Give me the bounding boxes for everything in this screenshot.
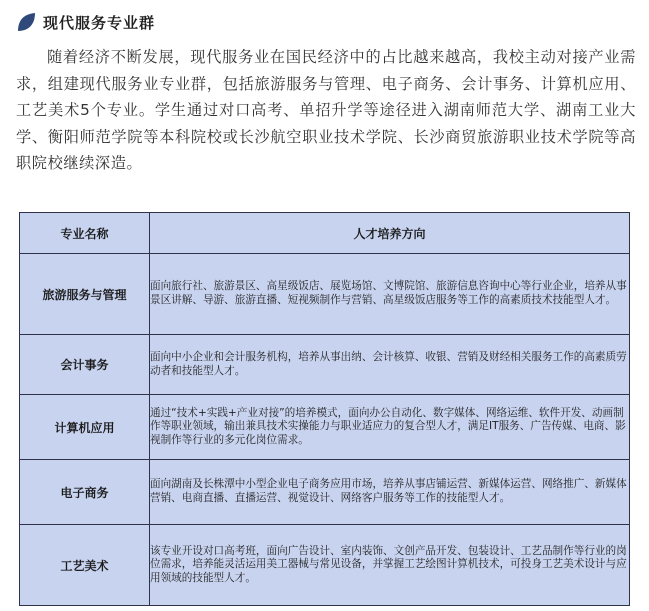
leaf-bullet-icon: [16, 12, 36, 32]
program-name: 计算机应用: [20, 395, 150, 460]
table-row: [20, 335, 630, 395]
program-name: 会计事务: [20, 335, 150, 395]
section-title: 现代服务专业群: [43, 13, 156, 32]
programs-table: [19, 212, 630, 606]
program-description: 面向中小企业和会计服务机构，培养从事出纳、会计核算、收银、营销及财经相关服务工作的高素质劳动者和技能型人才。: [150, 335, 630, 395]
column-header-name: 专业名称: [20, 213, 150, 254]
table-header-row: [20, 213, 630, 254]
table-row: [20, 525, 630, 606]
table-row: [20, 254, 630, 335]
section-heading: [16, 11, 155, 33]
table-row: [20, 460, 630, 525]
program-description: 该专业开设对口高考班，面向广告设计、室内装饰、文创产品开发、包装设计、工艺品制作等行业的岗位需求，培养能灵活运用美工器械与常见设备，并掌握工艺绘图计算机技术，可投身工艺美术设计与应用领域的技能型人才。: [150, 525, 630, 606]
table-row: [20, 395, 630, 460]
program-name: 旅游服务与管理: [20, 254, 150, 335]
program-description: 面向旅行社、旅游景区、高星级饭店、展览场馆、文博院馆、旅游信息咨询中心等行业企业，培养从事景区讲解、导游、旅游直播、短视频制作与营销、高星级饭店服务等工作的高素质技术技能型人才。: [150, 254, 630, 335]
column-header-direction: 人才培养方向: [150, 213, 630, 254]
program-name: 电子商务: [20, 460, 150, 525]
program-name: 工艺美术: [20, 525, 150, 606]
intro-paragraph: 随着经济不断发展，现代服务业在国民经济中的占比越来越高，我校主动对接产业需求，组建现代服务业专业群，包括旅游服务与管理、电子商务、会计事务、计算机应用、工艺美术5个专业。学生通过对口高考、单招升学等途径进入湖南师范大学、湖南工业大学、衡阳师范学院等本科院校或长沙航空职业技术学院、长沙商贸旅游职业技术学院等高职院校继续深造。: [16, 48, 636, 172]
program-description: 面向湖南及长株潭中小型企业电子商务应用市场，培养从事店铺运营、新媒体运营、网络推广、新媒体营销、电商直播、直播运营、视觉设计、网络客户服务等工作的技能型人才。: [150, 460, 630, 525]
program-description: 通过“技术+实践+产业对接”的培养模式，面向办公自动化、数字媒体、网络运维、软件开发、动画制作等职业领域，输出兼具技术实操能力与职业适应力的复合型人才，满足IT服务、广告传媒、电商、影视制作等行业的多元化岗位需求。: [150, 395, 630, 460]
